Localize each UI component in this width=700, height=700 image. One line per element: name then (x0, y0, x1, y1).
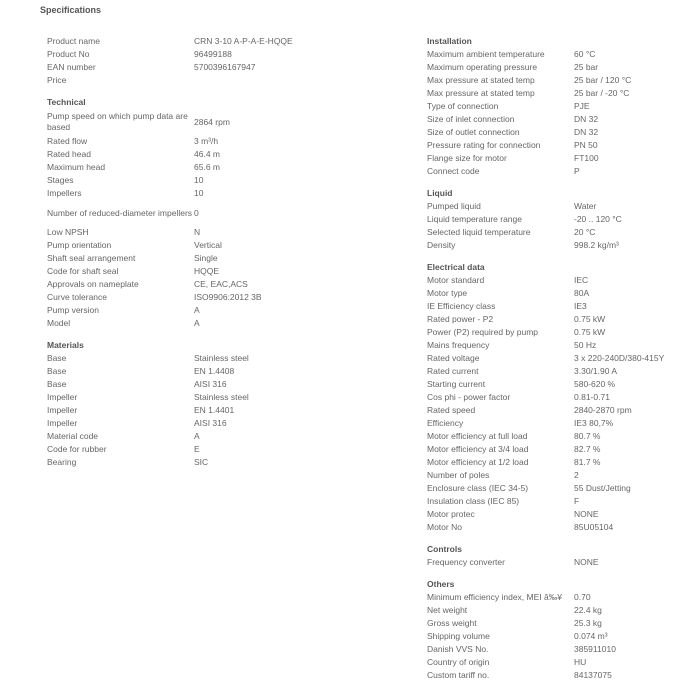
spec-value: 0.074 m³ (574, 631, 608, 641)
spec-label: Motor efficiency at 1/2 load (427, 457, 529, 467)
spec-label: Rated head (47, 149, 91, 159)
spec-value: SIC (194, 457, 209, 467)
spec-label: Cos phi - power factor (427, 392, 511, 402)
spec-value: 10 (194, 175, 204, 185)
spec-label: Curve tolerance (47, 292, 108, 302)
spec-label: Country of origin (427, 657, 490, 667)
spec-label: Motor standard (427, 275, 485, 285)
spec-row (427, 643, 697, 656)
spec-row (427, 100, 697, 113)
section-title: Others (427, 579, 455, 589)
spec-value: 2840-2870 rpm (574, 405, 632, 415)
spec-row (427, 630, 697, 643)
spec-label: Power (P2) required by pump (427, 327, 539, 337)
spec-value: 55 Dust/Jetting (574, 483, 631, 493)
spec-label: Gross weight (427, 618, 477, 628)
spec-label: Pump orientation (47, 240, 112, 250)
spec-row (427, 591, 697, 604)
spec-section-technical (47, 96, 347, 330)
spec-label: Impeller (47, 392, 78, 402)
spec-label: Price (47, 75, 67, 85)
spec-label: Code for rubber (47, 444, 107, 454)
spec-label: Custom tariff no. (427, 670, 490, 680)
spec-row (47, 365, 347, 378)
spec-value: A (194, 318, 200, 328)
spec-value: PN 50 (574, 140, 598, 150)
spec-label: Density (427, 240, 456, 250)
spec-value: CRN 3-10 A-P-A-E-HQQE (194, 36, 293, 46)
spec-row (427, 456, 697, 469)
spec-row (47, 265, 347, 278)
spec-row (47, 187, 347, 200)
spec-row (47, 61, 347, 74)
left-column (47, 35, 347, 478)
spec-row (427, 313, 697, 326)
spec-value: NONE (574, 557, 599, 567)
spec-value: 2864 rpm (194, 116, 230, 127)
page-title: Specifications (40, 5, 102, 15)
spec-value: 0 (194, 207, 199, 218)
spec-row (47, 148, 347, 161)
spec-value: 3 m³/h (194, 136, 219, 146)
spec-label: Connect code (427, 166, 480, 176)
spec-label: Size of inlet connection (427, 114, 515, 124)
spec-value: N (194, 227, 201, 237)
spec-value: AISI 316 (194, 418, 227, 428)
spec-label: Number of reduced-diameter impellers (47, 207, 193, 218)
spec-row (427, 239, 697, 252)
spec-label: IE Efficiency class (427, 301, 496, 311)
spec-row (427, 656, 697, 669)
spec-value: FT100 (574, 153, 599, 163)
spec-section-installation (427, 35, 697, 178)
spec-row (47, 352, 347, 365)
spec-row (47, 378, 347, 391)
spec-section-others (427, 578, 697, 682)
spec-value: DN 32 (574, 114, 599, 124)
motor-number-link[interactable]: 85U05104 (574, 522, 614, 532)
spec-label: Selected liquid temperature (427, 227, 531, 237)
spec-row (427, 74, 697, 87)
spec-label: Bearing (47, 457, 77, 467)
spec-label: Insulation class (IEC 85) (427, 496, 520, 506)
spec-row (47, 404, 347, 417)
spec-value: 5700396167947 (194, 62, 256, 72)
spec-value: Stainless steel (194, 353, 249, 363)
spec-value: 84137075 (574, 670, 612, 680)
spec-row (47, 161, 347, 174)
spec-value: 998.2 kg/m³ (574, 240, 619, 250)
spec-value: 580-620 % (574, 379, 616, 389)
spec-label: Pumped liquid (427, 201, 481, 211)
spec-row (427, 274, 697, 287)
spec-label: Rated current (427, 366, 479, 376)
spec-row (47, 317, 347, 330)
spec-label: Size of outlet connection (427, 127, 520, 137)
spec-label: Rated voltage (427, 353, 480, 363)
spec-value: CE, EAC,ACS (194, 279, 248, 289)
spec-label: Pump speed on which pump data are based (47, 111, 188, 132)
spec-label: Model (47, 318, 71, 328)
spec-label: EAN number (47, 62, 96, 72)
spec-value: Stainless steel (194, 392, 249, 402)
spec-row (427, 139, 697, 152)
spec-value: 50 Hz (574, 340, 597, 350)
spec-value: 22.4 kg (574, 605, 602, 615)
spec-value: DN 32 (574, 127, 599, 137)
spec-value: 25.3 kg (574, 618, 602, 628)
spec-value (194, 74, 347, 87)
spec-row (427, 113, 697, 126)
spec-row (427, 521, 697, 534)
section-title: Controls (427, 544, 462, 554)
section-title: Liquid (427, 188, 453, 198)
spec-value: 80A (574, 288, 590, 298)
spec-label: Minimum efficiency index, MEI â‰¥ (427, 592, 562, 602)
spec-value: HU (574, 657, 587, 667)
spec-label: Product No (47, 49, 90, 59)
spec-label: Rated speed (427, 405, 476, 415)
spec-value: F (574, 496, 580, 506)
spec-label: Flange size for motor (427, 153, 507, 163)
spec-row (427, 604, 697, 617)
spec-label: Approvals on nameplate (47, 279, 139, 289)
spec-value: EN 1.4401 (194, 405, 235, 415)
spec-row (47, 391, 347, 404)
spec-row (47, 430, 347, 443)
spec-label: Max pressure at stated temp (427, 88, 535, 98)
spec-row (427, 556, 697, 569)
spec-label: Liquid temperature range (427, 214, 522, 224)
spec-value: EN 1.4408 (194, 366, 235, 376)
spec-value: IEC (574, 275, 589, 285)
spec-value: Water (574, 201, 597, 211)
spec-row (47, 417, 347, 430)
spec-value: E (194, 444, 200, 454)
spec-row (47, 239, 347, 252)
spec-label: Shipping volume (427, 631, 490, 641)
spec-section-electrical-data (427, 261, 697, 534)
spec-value: 0.81-0.71 (574, 392, 610, 402)
spec-value: Vertical (194, 240, 222, 250)
spec-row (47, 135, 347, 148)
spec-row (427, 339, 697, 352)
spec-row (427, 87, 697, 100)
spec-label: Motor efficiency at full load (427, 431, 528, 441)
spec-row (427, 365, 697, 378)
spec-row (47, 291, 347, 304)
spec-label: Motor No (427, 522, 462, 532)
spec-row (427, 152, 697, 165)
spec-row (47, 74, 347, 87)
spec-row (427, 495, 697, 508)
spec-value: IE3 80,7% (574, 418, 614, 428)
spec-value: 2 (574, 470, 579, 480)
spec-value: Single (194, 253, 218, 263)
spec-row (47, 456, 347, 469)
spec-value: P (574, 166, 580, 176)
spec-value: 10 (194, 188, 204, 198)
spec-value: 25 bar (574, 62, 599, 72)
spec-row (47, 35, 347, 48)
spec-row (427, 443, 697, 456)
spec-label: Efficiency (427, 418, 464, 428)
spec-row (427, 482, 697, 495)
spec-value: 3 x 220-240D/380-415Y (574, 353, 665, 363)
spec-value: PJE (574, 101, 590, 111)
spec-value: 385911010 (574, 644, 616, 654)
spec-section-liquid (427, 187, 697, 252)
spec-row (47, 109, 347, 135)
spec-label: Enclosure class (IEC 34-5) (427, 483, 529, 493)
spec-value: 60 °C (574, 49, 596, 59)
spec-value: 96499188 (194, 49, 232, 59)
spec-label: Net weight (427, 605, 468, 615)
spec-row (427, 378, 697, 391)
spec-label: Impeller (47, 418, 78, 428)
spec-value: ISO9906:2012 3B (194, 292, 262, 302)
spec-label: Rated flow (47, 136, 88, 146)
spec-value: A (194, 305, 200, 315)
spec-row (427, 430, 697, 443)
spec-label: Starting current (427, 379, 486, 389)
spec-label: Motor efficiency at 3/4 load (427, 444, 529, 454)
right-column (427, 35, 697, 691)
spec-row (47, 174, 347, 187)
spec-value: 82.7 % (574, 444, 601, 454)
spec-label: Material code (47, 431, 99, 441)
spec-label: Stages (47, 175, 74, 185)
spec-value: IE3 (574, 301, 587, 311)
spec-value: A (194, 431, 200, 441)
spec-label: Danish VVS No. (427, 644, 489, 654)
spec-label: Type of connection (427, 101, 499, 111)
spec-row (427, 669, 697, 682)
section-title: Installation (427, 36, 472, 46)
spec-label: Product name (47, 36, 100, 46)
spec-value: 0.75 kW (574, 314, 606, 324)
spec-row (427, 300, 697, 313)
spec-row (47, 48, 347, 61)
spec-value: 81.7 % (574, 457, 601, 467)
spec-label: Number of poles (427, 470, 490, 480)
spec-row (47, 252, 347, 265)
spec-label: Code for shaft seal (47, 266, 119, 276)
spec-value: 3.30/1.90 A (574, 366, 618, 376)
spec-section-controls (427, 543, 697, 569)
spec-value: 25 bar / 120 °C (574, 75, 632, 85)
spec-row (47, 278, 347, 291)
spec-row (427, 287, 697, 300)
spec-section-materials (47, 339, 347, 469)
spec-value: 0.75 kW (574, 327, 606, 337)
spec-row (47, 304, 347, 317)
spec-value: 0.70 (574, 592, 591, 602)
spec-value: NONE (574, 509, 599, 519)
spec-value: 20 °C (574, 227, 596, 237)
spec-row (427, 200, 697, 213)
spec-row (47, 443, 347, 456)
spec-value: 65.6 m (194, 162, 220, 172)
spec-row (427, 61, 697, 74)
spec-row (427, 417, 697, 430)
section-title: Electrical data (427, 262, 485, 272)
spec-label: Pressure rating for connection (427, 140, 541, 150)
spec-value: 46.4 m (194, 149, 220, 159)
spec-row (427, 617, 697, 630)
spec-section-general (47, 35, 347, 87)
spec-row (427, 404, 697, 417)
spec-label: Rated power - P2 (427, 314, 494, 324)
spec-row (427, 213, 697, 226)
spec-value: 25 bar / -20 °C (574, 88, 630, 98)
spec-label: Maximum head (47, 162, 106, 172)
spec-label: Impellers (47, 188, 82, 198)
spec-row (427, 469, 697, 482)
spec-row (427, 326, 697, 339)
spec-label: Shaft seal arrangement (47, 253, 136, 263)
spec-label: Low NPSH (47, 227, 89, 237)
spec-label: Base (47, 353, 67, 363)
spec-value: HQQE (194, 266, 220, 276)
spec-label: Motor type (427, 288, 468, 298)
spec-label: Frequency converter (427, 557, 505, 567)
spec-label: Motor protec (427, 509, 475, 519)
spec-row (427, 165, 697, 178)
section-title: Materials (47, 340, 84, 350)
spec-row (427, 391, 697, 404)
spec-row (427, 48, 697, 61)
spec-row (427, 352, 697, 365)
spec-label: Maximum operating pressure (427, 62, 538, 72)
spec-label: Base (47, 366, 67, 376)
spec-row (47, 226, 347, 239)
spec-label: Max pressure at stated temp (427, 75, 535, 85)
spec-value: AISI 316 (194, 379, 227, 389)
section-title: Technical (47, 97, 86, 107)
spec-row (47, 200, 347, 226)
spec-label: Base (47, 379, 67, 389)
spec-label: Pump version (47, 305, 99, 315)
spec-row (427, 126, 697, 139)
spec-row (427, 508, 697, 521)
spec-row (427, 226, 697, 239)
spec-value: 80.7 % (574, 431, 601, 441)
spec-label: Impeller (47, 405, 78, 415)
spec-label: Mains frequency (427, 340, 490, 350)
spec-label: Maximum ambient temperature (427, 49, 545, 59)
spec-value: -20 .. 120 °C (574, 214, 622, 224)
